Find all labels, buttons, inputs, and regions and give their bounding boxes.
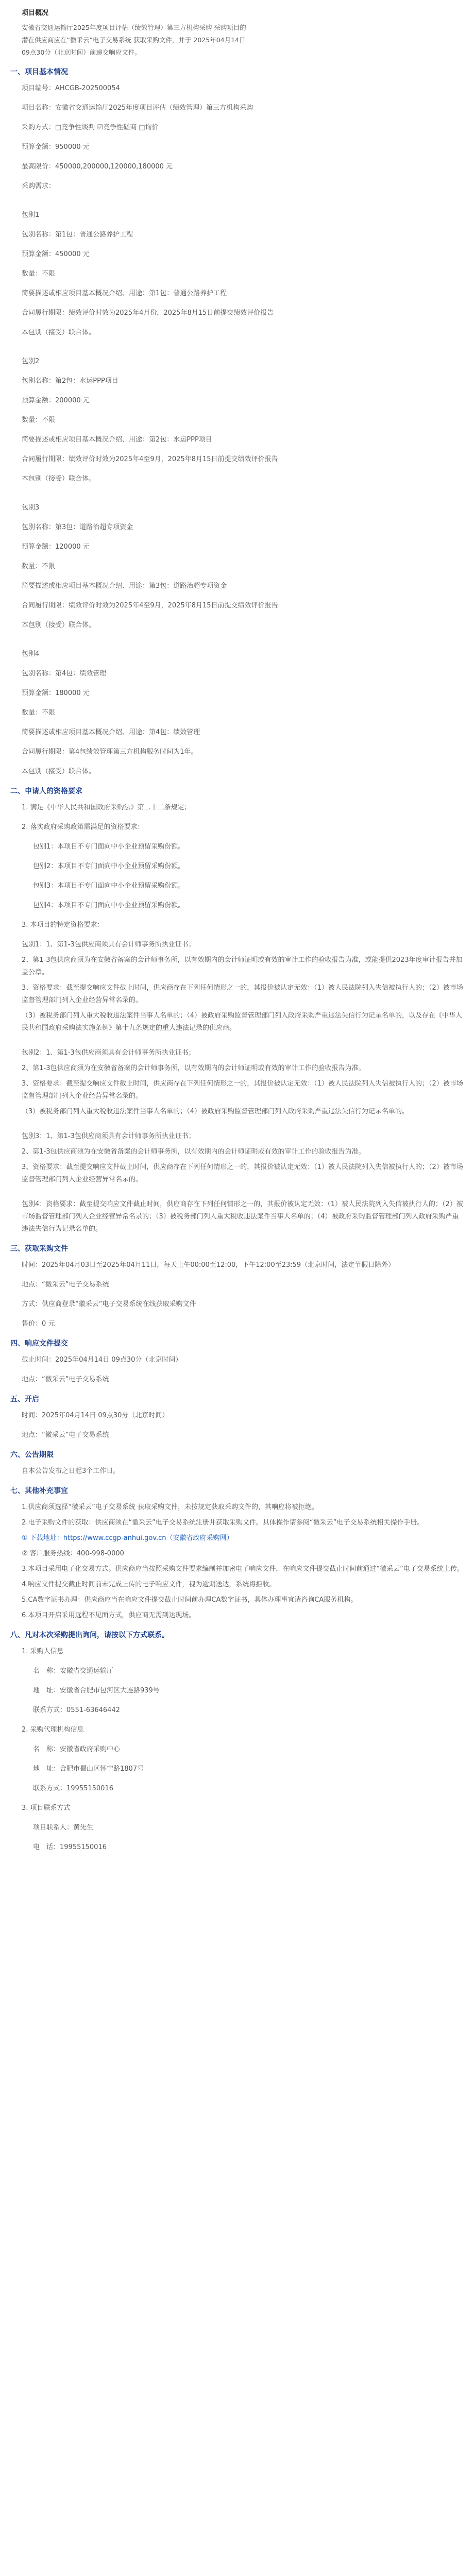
max-price: 最高限价：450000,200000,120000,180000 元	[22, 163, 173, 171]
qualification-package-3: 包别3：本项目不专门面向中小企业预留采购份额。	[33, 882, 185, 890]
opening-place: 地点：“徽采云”电子交易系统	[22, 1431, 109, 1439]
contact-name: 名 称：安徽省政府采购中心	[33, 1745, 121, 1753]
contact-name: 项目联系人：黄先生	[33, 1824, 94, 1832]
package-2-qty: 数量：不限	[22, 416, 56, 424]
qualification-para: 包别2：1、第1-3包供应商须具有会计师事务所执业证书；	[22, 1049, 195, 1057]
qualification-para: 2、第1-3包供应商须为在安徽省备案的会计师事务所，以有效期内的会计师证明或有效的审计工作的验收报告为准，或能提供2023年度审计报告并加盖公章。	[22, 956, 463, 976]
obtain-time: 时间：2025年04月03日至2025年04月11日，每天上午00:00至12:00，下午12:00至23:59（北京时间，法定节假日除外）	[22, 1261, 395, 1269]
contact-group-head: 1. 采购人信息	[22, 1648, 64, 1655]
package-2-desc: 简要描述或相应项目基本概况介绍、用途：第2包：水运PPP项目	[22, 436, 212, 444]
package-3-head: 包别3	[22, 504, 40, 512]
other-para: ② 客户服务热线：400-998-0000	[22, 1550, 124, 1557]
package-4-budget: 预算金额：180000 元	[22, 689, 90, 697]
package-4-desc: 简要描述或相应项目基本概况介绍、用途：第4包：绩效管理	[22, 728, 200, 736]
contact-phone: 电 话：19955150016	[33, 1843, 107, 1851]
project-number: 项目编号：AHCGB-202500054	[22, 84, 120, 92]
qualification-para: （3）被税务部门列入重大税收违法案件当事人名单的；（4）被政府采购监督管理部门列入政府采购严重违法失信行为记录名单的。	[22, 1108, 409, 1115]
qualification-package-1: 包别1：本项目不专门面向中小企业预留采购份额。	[33, 843, 185, 851]
notice-period: 自本公告发布之日起3个工作日。	[22, 1467, 120, 1475]
package-4-qty: 数量：不限	[22, 709, 56, 717]
package-1-budget: 预算金额：450000 元	[22, 250, 90, 258]
qualification-para: 2、第1-3包供应商须为在安徽省备案的会计师事务所，以有效期内的会计师证明或有效的审计工作的验收报告为准。	[22, 1064, 365, 1072]
overview-title: 项目概况	[22, 9, 49, 17]
package-1-qty: 数量：不限	[22, 270, 56, 278]
section-qualification-title: 二、申请人的资格要求	[10, 787, 82, 795]
submission-place: 地点：“徽采云”电子交易系统	[22, 1376, 109, 1383]
package-4-name: 包别名称：第4包：绩效管理	[22, 670, 107, 677]
qualification-para: 3、资格要求：截至提交响应文件截止时间，供应商存在下列任何情形之一的，其报价被认定无效：（1）被人民法院列入失信被执行人的；（2）被市场监督管理部门列入企业经营异常名录的。	[22, 1163, 463, 1183]
package-2-period: 合同履行期限：绩效评价时效为2025年4至9月，2025年8月15日前提交绩效评价报告	[22, 455, 278, 463]
package-1-period: 合同履行期限：绩效评价时效为2025年4月份，2025年8月15日前提交绩效评价报告	[22, 309, 274, 317]
package-4-consortium: 本包别（接受）联合体。	[22, 768, 96, 775]
section-other-title: 七、其他补充事宜	[10, 1487, 68, 1495]
package-3-desc: 简要描述或相应项目基本概况介绍、用途：第3包：道路治超专项资金	[22, 582, 227, 590]
other-para: 5.CA数字证书办理：供应商应当在响应文件提交截止时间前办理CA数字证书，具体办理事宜请咨询CA服务机构。	[22, 1596, 358, 1604]
procurement-needs: 采购需求：	[22, 182, 56, 190]
qualification-item-3: 3. 本项目的特定资格要求：	[22, 921, 104, 929]
other-para: 1.供应商须选择“徽采云”电子交易系统 获取采购文件，未按规定获取采购文件的，其响应将被拒绝。	[22, 1503, 319, 1511]
package-2-budget: 预算金额：200000 元	[22, 397, 90, 404]
contact-phone: 联系方式：19955150016	[33, 1785, 113, 1792]
other-para: 4.响应文件提交截止时间前未完成上传的电子响应文件，视为逾期送达，系统将拒收。	[22, 1581, 276, 1588]
package-1-name: 包别名称：第1包：普通公路养护工程	[22, 231, 133, 239]
package-2-head: 包别2	[22, 358, 40, 365]
other-link[interactable]: ① 下载地址：https://www.ccgp-anhui.gov.cn（安徽省政府采购网）	[22, 1534, 233, 1542]
package-1-desc: 简要描述或相应项目基本概况介绍、用途：第1包：普通公路养护工程	[22, 290, 227, 297]
other-para: 3.本项目采用电子化交易方式。供应商应当按照采购文件要求编制并加密电子响应文件，在响应文件提交截止时间前通过“徽采云”电子交易系统上传。	[22, 1565, 464, 1573]
qualification-para: 3、资格要求：截至提交响应文件截止时间，供应商存在下列任何情形之一的，其报价被认定无效：（1）被人民法院列入失信被执行人的；（2）被市场监督管理部门列入企业经营异常名录的。	[22, 984, 463, 1004]
qualification-para: 3、资格要求：截至提交响应文件截止时间，供应商存在下列任何情形之一的，其报价被认定无效：（1）被人民法院列入失信被执行人的；（2）被市场监督管理部门列入企业经营异常名录的。	[22, 1080, 463, 1100]
package-3-budget: 预算金额：120000 元	[22, 543, 90, 551]
qualification-package-4: 包别4：本项目不专门面向中小企业预留采购份额。	[33, 902, 185, 909]
package-1-head: 包别1	[22, 211, 40, 219]
section-obtain-docs-title: 三、获取采购文件	[10, 1245, 68, 1253]
package-3-qty: 数量：不限	[22, 563, 56, 570]
contact-group-head: 2. 采购代理机构信息	[22, 1726, 84, 1734]
section-submission-title: 四、响应文件提交	[10, 1340, 68, 1348]
qualification-para: 包别3：1、第1-3包供应商须具有会计师事务所执业证书；	[22, 1132, 195, 1140]
contact-address: 地 址：合肥市蜀山区怀宁路1807号	[33, 1765, 144, 1773]
package-4-period: 合同履行期限：第4包绩效管理第三方机构服务时间为1年。	[22, 748, 198, 756]
contact-address: 地 址：安徽省合肥市包河区大连路939号	[33, 1687, 160, 1694]
package-1-consortium: 本包别（接受）联合体。	[22, 329, 96, 336]
contact-group-head: 3. 项目联系方式	[22, 1804, 71, 1812]
obtain-price: 售价：0 元	[22, 1320, 55, 1328]
submission-deadline: 截止时间：2025年04月14日 09点30分（北京时间）	[22, 1356, 182, 1364]
package-2-name: 包别名称：第2包：水运PPP项目	[22, 377, 118, 385]
other-para: 2.电子采购文件的获取：供应商须在“徽采云”电子交易系统注册并获取采购文件。具体操作请参阅“徽采云”电子交易系统相关操作手册。	[22, 1519, 424, 1527]
section-notice-period-title: 六、公告期限	[10, 1451, 54, 1459]
package-3-period: 合同履行期限：绩效评价时效为2025年4至9月，2025年8月15日前提交绩效评价报告	[22, 602, 278, 609]
obtain-method: 方式：供应商登录“徽采云”电子交易系统在线获取采购文件	[22, 1300, 196, 1308]
budget-amount: 预算金额：950000 元	[22, 143, 90, 151]
qualification-para: 包别4：资格要求：截至提交响应文件截止时间，供应商存在下列任何情形之一的，其报价被认定无效：（1）被人民法院列入失信被执行人的；（2）被市场监督管理部门列入企业经营异常名录的；（3）被税务部门列入重大税收违法案件当事人名单的；（4）被政府采购监督管理部门列入政府采购严重违法失信行为记录名单的。	[22, 1200, 463, 1233]
contact-name: 名 称：安徽省交通运输厅	[33, 1667, 114, 1675]
section-opening-title: 五、开启	[10, 1395, 39, 1403]
package-4-head: 包别4	[22, 650, 40, 658]
contact-phone: 联系方式：0551-63646442	[33, 1706, 120, 1714]
procurement-method: 采购方式：□竞争性谈判 ☑竞争性磋商 □询价	[22, 124, 159, 131]
section-contact-title: 八、凡对本次采购提出询问，请按以下方式联系。	[10, 1631, 169, 1639]
package-2-consortium: 本包别（接受）联合体。	[22, 475, 96, 483]
qualification-item-1: 1. 满足《中华人民共和国政府采购法》第二十二条规定；	[22, 804, 191, 811]
package-3-name: 包别名称：第3包：道路治超专项资金	[22, 523, 133, 531]
obtain-place: 地点：“徽采云”电子交易系统	[22, 1281, 109, 1289]
project-name: 项目名称：安徽省交通运输厅2025年度项目评估（绩效管理）第三方机构采购	[22, 104, 253, 112]
qualification-para: 2、第1-3包供应商须为在安徽省备案的会计师事务所，以有效期内的会计师证明或有效的审计工作的验收报告为准。	[22, 1148, 365, 1156]
qualification-package-2: 包别2：本项目不专门面向中小企业预留采购份额。	[33, 862, 185, 870]
qualification-item-2: 2. 落实政府采购政策需满足的资格要求：	[22, 823, 144, 831]
overview-intro: 安徽省交通运输厅2025年度项目评估（绩效管理）第三方机构采购 采购项目的潜在供应商应在“徽采云”电子交易系统 获取采购文件，并于 2025年04月14日 09点30分（北京时间）前递交响应文件。	[22, 24, 246, 56]
package-3-consortium: 本包别（接受）联合体。	[22, 621, 96, 629]
qualification-para: （3）被税务部门列入重大税收违法案件当事人名单的；（4）被政府采购监督管理部门列入政府采购严重违法失信行为记录名单的，以及存在《中华人民共和国政府采购法实施条例》第十九条规定的重大违法记录的供应商。	[22, 1012, 463, 1032]
section-basic-info-title: 一、项目基本情况	[10, 68, 68, 76]
opening-time: 时间：2025年04月14日 09点30分（北京时间）	[22, 1412, 169, 1419]
qualification-para: 包别1：1、第1-3包供应商须具有会计师事务所执业证书；	[22, 941, 195, 948]
other-para: 6.本项目开启采用远程不见面方式，供应商无需到达现场。	[22, 1612, 196, 1619]
